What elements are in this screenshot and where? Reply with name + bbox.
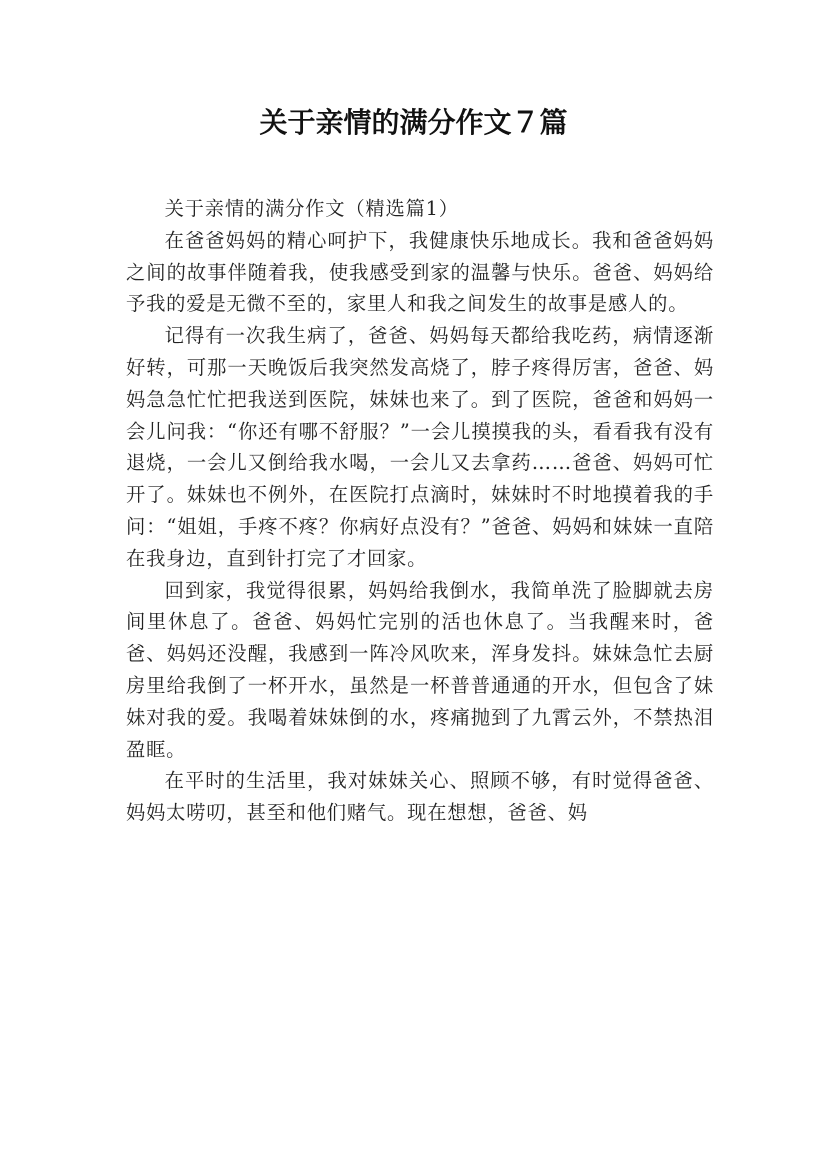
paragraph: 回到家，我觉得很累，妈妈给我倒水，我简单洗了脸脚就去房间里休息了。爸爸、妈妈忙完别的活也休息了。当我醒来时，爸爸、妈妈还没醒，我感到一阵冷风吹来，浑身发抖。妹妹急忙去厨房里给我倒了一杯开水，虽然是一杯普普通通的开水，但包含了妹妹对我的爱。我喝着妹妹倒的水，疼痛抛到了九霄云外，不禁热泪盈眶。 <box>126 578 714 761</box>
paragraph: 在平时的生活里，我对妹妹关心、照顾不够，有时觉得爸爸、妈妈太唠叨，甚至和他们赌气。现在想想，爸爸、妈 <box>126 769 714 825</box>
document-body <box>126 193 714 829</box>
section-heading: 关于亲情的满分作文（精选篇1） <box>164 197 459 220</box>
paragraph: 记得有一次我生病了，爸爸、妈妈每天都给我吃药，病情逐渐好转，可那一天晚饭后我突然发高烧了，脖子疼得厉害，爸爸、妈妈急急忙忙把我送到医院，妹妹也来了。到了医院，爸爸和妈妈一会儿问我：“你还有哪不舒服？”一会儿摸摸我的头，看看我有没有退烧，一会儿又倒给我水喝，一会儿又去拿药……爸爸、妈妈可忙开了。妹妹也不例外，在医院打点滴时，妹妹时不时地摸着我的手问：“姐姐，手疼不疼？你病好点没有？”爸爸、妈妈和妹妹一直陪在我身边，直到针打完了才回家。 <box>126 324 714 570</box>
paragraph: 在爸爸妈妈的精心呵护下，我健康快乐地成长。我和爸爸妈妈之间的故事伴随着我，使我感受到家的温馨与快乐。爸爸、妈妈给予我的爱是无微不至的，家里人和我之间发生的故事是感人的。 <box>126 228 714 316</box>
document-title: 关于亲情的满分作文７篇 <box>259 106 568 139</box>
